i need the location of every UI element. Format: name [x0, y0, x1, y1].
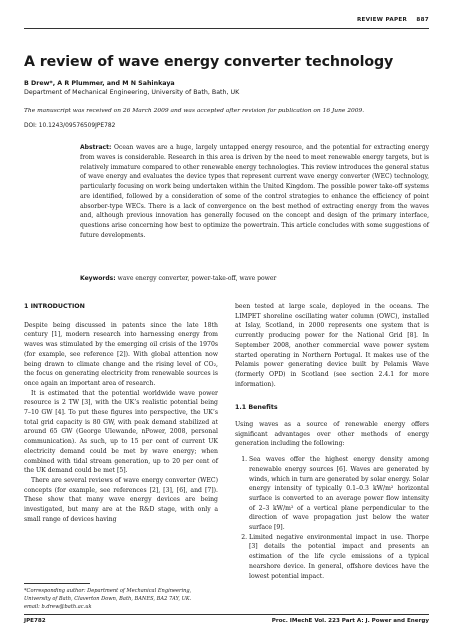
keywords-text: wave energy converter, power-take-off, wave power: [117, 275, 277, 282]
paragraph: Despite being discussed in patents since the late 18th century [1], modern research into harnessing energy from waves was stimulated by the emerging oil crisis of the 1970s (for example, see reference [2]). With global attention now being drawn to climate change and the rising level of CO₂, the focus on generating electricity from renewable sources is once again an important area of research.: [24, 321, 218, 387]
list-item: 2. Limited negative environmental impact in use. Thorpe [3] details the potential impact and presents an estimation of the life cycle emissions of a typical nearshore device. In general, offshore devices have the lowest potential impact.: [249, 533, 429, 582]
doi: DOI: 10.1243/09576509JPE782: [24, 123, 116, 129]
abstract-label: Abstract:: [80, 144, 112, 151]
footnote-email: email: b.drew@bath.ac.uk: [24, 604, 92, 611]
abstract-text: Ocean waves are a huge, largely untapped energy resource, and the potential for extracting energy from waves is considerable. Research in this area is driven by the need to meet renewable energy targets, but is relatively immature compared to other renewable energy technologies. This review introduces the general status of wave energy and evaluates the device types that represent current wave energy converter (WEC) technology, particularly focusing on work being undertaken within the United Kingdom. The possible power take-off systems are identified, followed by a consideration of some of the control strategies to enhance the efficiency of point absorber-type WECs. There is a lack of convergence on the best method of extracting energy from the waves and, although previous innovation has generally focused on the concept and design of the primary interface, questions arise concerning how best to optimize the powertrain. This article concludes with some suggestions of future developments.: [80, 144, 429, 239]
keywords: [80, 275, 276, 282]
section-label: REVIEW PAPER: [356, 17, 408, 23]
list-item: 1. Sea waves offer the highest energy density among renewable energy sources [6]. Waves are generated by winds, which in turn are generated by solar energy. Solar energy intensity of typically 0.1–0.3 kW/m² horizontal surface is converted to an average power flow intensity of 2–3 kW/m² of a vertical plane perpendicular to the direction of wave propagation just below the water surface [9].: [249, 455, 429, 533]
footer-rule: [24, 614, 429, 615]
footnote: [24, 587, 218, 612]
paragraph: been tested at large scale, deployed in the oceans. The LIMPET shoreline oscillating water column (OWC), installed at Islay, Scotland, in 2000 represents one system that is currently producing power for the National Grid [8]. In September 2008, another commercial wave power system started operating in Northern Portugal. It makes use of the Pelamis power generating device built by Pelamis Wave (formerly OPD) in Scotland (see section 2.4.1 for more information).: [235, 303, 429, 388]
benefits-list: [235, 455, 429, 581]
subsection-heading: 1.1 Benefits: [235, 404, 278, 412]
keywords-label: Keywords:: [80, 275, 116, 282]
authors: B Drew*, A R Plummer, and M N Sahinkaya: [24, 80, 175, 87]
left-column: [24, 302, 218, 524]
received-note: The manuscript was received on 26 March 2009 and was accepted after revision for publication on 16 June 2009.: [24, 108, 365, 114]
running-header: [357, 17, 429, 23]
abstract: [80, 143, 429, 241]
paragraph: There are several reviews of wave energy converter (WEC) concepts (for example, see references [2], [3], [6], and [7]). These show that many wave energy devices are being investigated, but many are at the R&D stage, with only a small range of devices having: [24, 476, 218, 523]
paragraph: It is estimated that the potential worldwide wave power resource is 2 TW [3], with the UK’s realistic potential being 7–10 GW [4]. To put these figures into perspective, the UK’s total grid capacity is 80 GW, with peak demand stabilized at around 65 GW (George Ulewande, nPower, 2008, personal communication). As such, up to 15 per cent of current UK electricity demand could be met by wave energy; when combined with tidal stream generation, up to 20 per cent of the UK demand could be met [5].: [24, 389, 218, 475]
header-rule: [24, 28, 429, 29]
footer-journal: Proc. IMechE Vol. 223 Part A: J. Power and Energy: [271, 618, 429, 624]
footnote-rule: [24, 583, 90, 584]
section-heading: 1 INTRODUCTION: [24, 303, 85, 310]
affiliation: Department of Mechanical Engineering, University of Bath, Bath, UK: [24, 89, 240, 96]
paragraph: Using waves as a source of renewable energy offers significant advantages over other methods of energy generation including the following:: [235, 421, 429, 448]
footer-code: JPE782: [24, 618, 46, 624]
footnote-text: *Corresponding author: Department of Mechanical Engineering, University of Bath, Claverton Down, Bath, BANES, BA2 7AY, UK.: [24, 588, 192, 603]
paper-title: A review of wave energy converter technology: [24, 54, 394, 70]
page-number: 887: [416, 17, 429, 23]
right-column: [235, 302, 429, 581]
